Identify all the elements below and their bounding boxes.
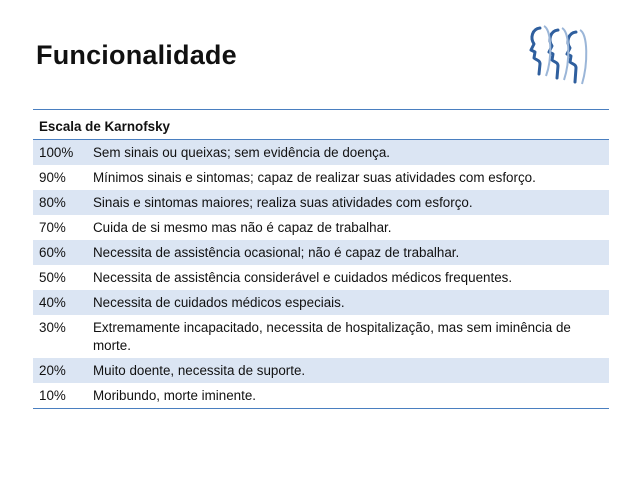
score-description: Sinais e sintomas maiores; realiza suas atividades com esforço.	[87, 190, 609, 215]
score-description: Moribundo, morte iminente.	[87, 383, 609, 409]
score-description: Sem sinais ou queixas; sem evidência de doença.	[87, 140, 609, 166]
score-description: Muito doente, necessita de suporte.	[87, 358, 609, 383]
table-row	[33, 315, 609, 358]
table-header-row	[33, 110, 609, 140]
score-percent: 90%	[39, 170, 66, 185]
score-percent: 40%	[33, 290, 87, 315]
score-percent: 80%	[33, 190, 87, 215]
score-description: Cuida de si mesmo mas não é capaz de trabalhar.	[93, 220, 392, 235]
score-description: Necessita de cuidados médicos especiais.	[87, 290, 609, 315]
score-percent: 70%	[39, 220, 66, 235]
table-row	[33, 215, 609, 240]
score-percent: 10%	[33, 383, 87, 409]
human-profiles-logo-icon	[526, 20, 604, 90]
score-description: Mínimos sinais e sintomas; capaz de realizar suas atividades com esforço.	[93, 170, 536, 185]
table-row	[33, 265, 609, 290]
table-row	[33, 190, 609, 215]
table-header: Escala de Karnofsky	[33, 110, 609, 140]
score-percent: 20%	[33, 358, 87, 383]
table-row	[33, 165, 609, 190]
score-percent: 60%	[33, 240, 87, 265]
score-description: Extremamente incapacitado, necessita de hospitalização, mas sem iminência de morte.	[93, 320, 571, 353]
table-row	[33, 240, 609, 265]
score-percent: 100%	[33, 140, 87, 166]
score-description: Necessita de assistência considerável e cuidados médicos frequentes.	[93, 270, 513, 285]
karnofsky-table	[33, 109, 609, 409]
score-description: Necessita de assistência ocasional; não é capaz de trabalhar.	[87, 240, 609, 265]
table-row	[33, 383, 609, 409]
table-row	[33, 290, 609, 315]
score-percent: 30%	[39, 320, 66, 335]
table-row	[33, 140, 609, 166]
score-percent: 50%	[39, 270, 66, 285]
slide-title: Funcionalidade	[36, 40, 237, 70]
table-row	[33, 358, 609, 383]
